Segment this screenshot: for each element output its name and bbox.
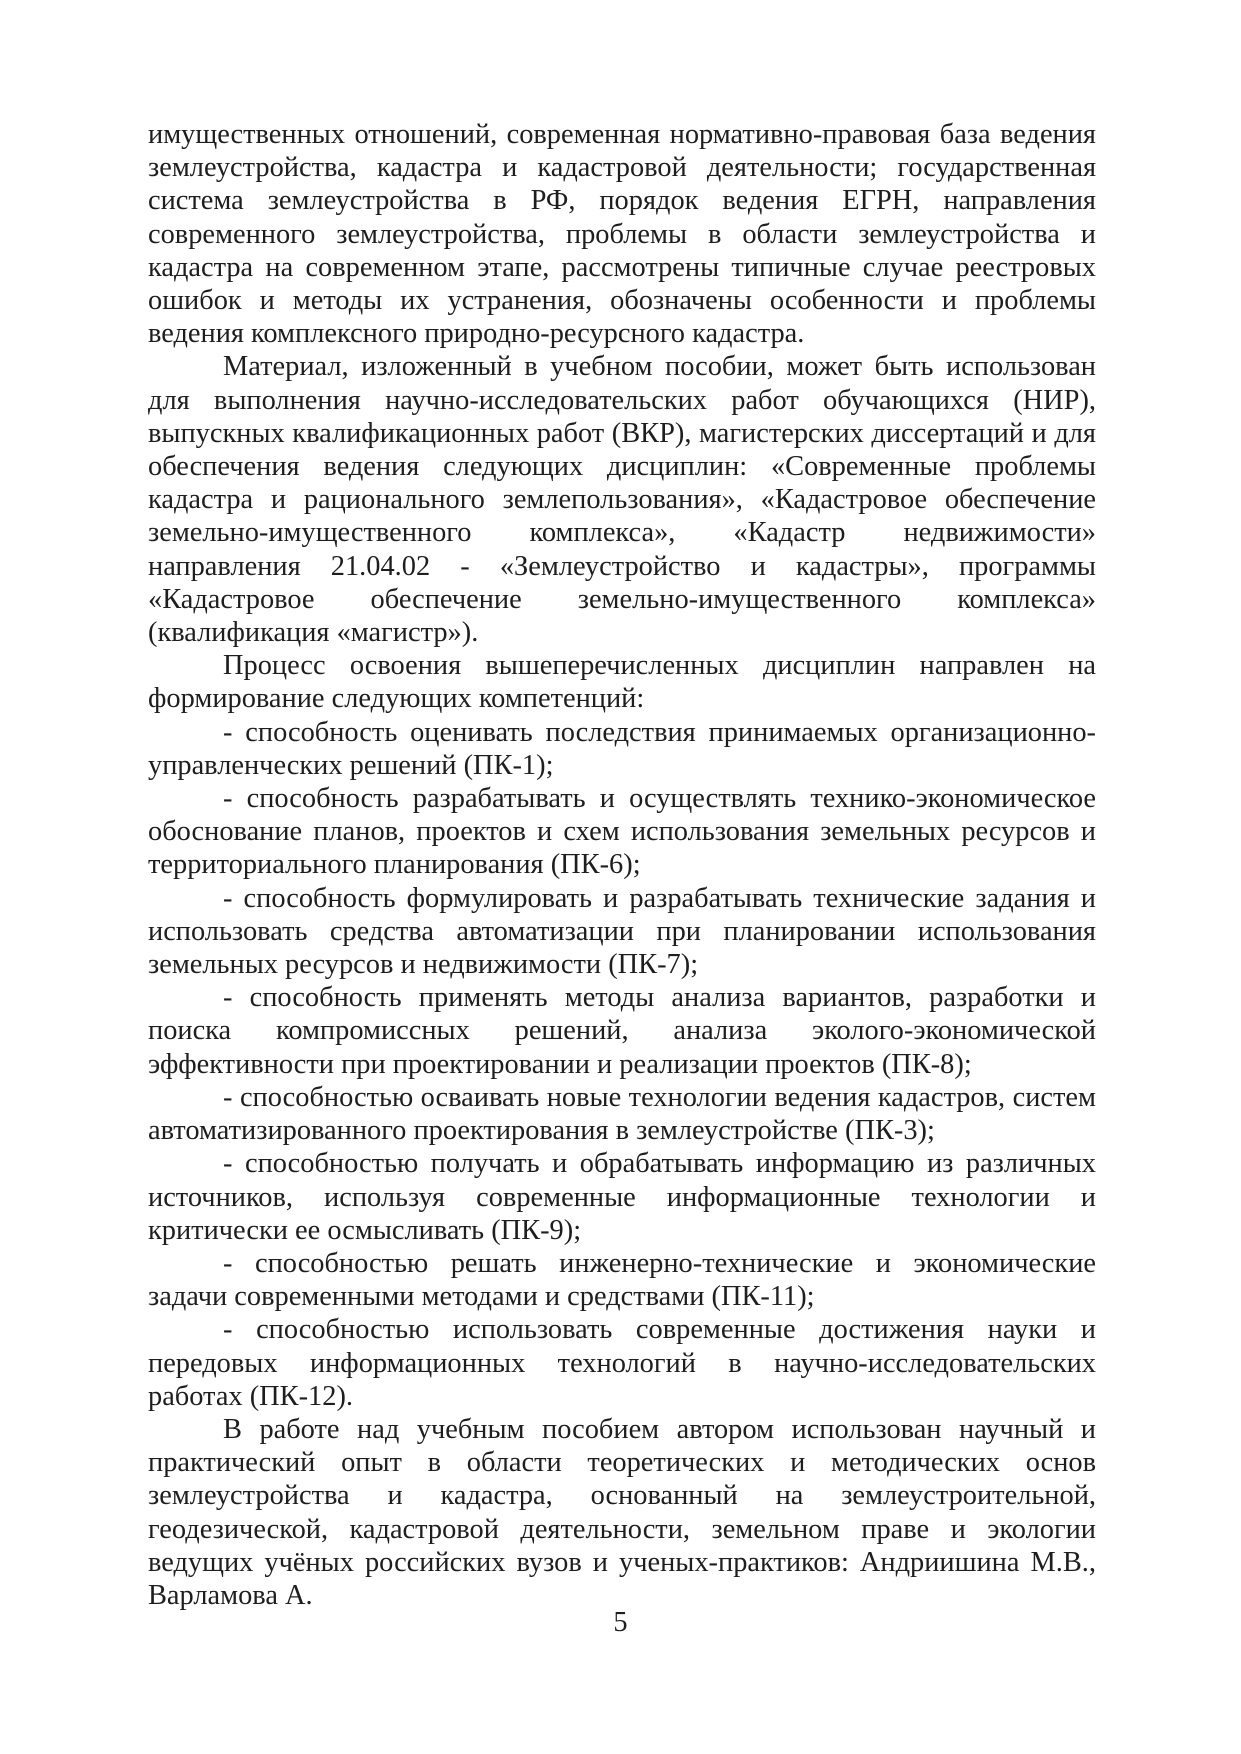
paragraph-author-experience: В работе над учебным пособием автором использован научный и практический опыт в области теоретических и методических основ землеустройства и кадастра, основанный на землеустроительной, геодезической, кадастровой деятельности, земельном праве и экологии ведущих учёных российских вузов и ученых-практиков: Андриишина М.В., Варламова А. bbox=[148, 1413, 1096, 1611]
competency-item-pk7: - способность формулировать и разрабатывать технические задания и использовать средства автоматизации при планировании использования земельных ресурсов и недвижимости (ПК-7); bbox=[148, 882, 1096, 981]
page-number: 5 bbox=[613, 1607, 628, 1638]
paragraph-competencies-intro: Процесс освоения вышеперечисленных дисциплин направлен на формирование следующих компетенций: bbox=[148, 650, 1096, 715]
competency-item-pk12: - способностью использовать современные достижения науки и передовых информационных технологий в научно-исследовательских работах (ПК-12). bbox=[148, 1314, 1096, 1412]
competency-item-pk8: - способность применять методы анализа вариантов, разработки и поиска компромиссных решений, анализа эколого-экономической эффективности при проектировании и реализации проектов (ПК-8); bbox=[148, 982, 1096, 1080]
paragraph-intro-continuation: имущественных отношений, современная нормативно-правовая база ведения землеустройства, кадастра и кадастровой деятельности; государственная система землеустройства в РФ, порядок ведения ЕГРН, направления современного землеустройства, проблемы в области землеустройства и кадастра на современном этапе, рассмотрены типичные случае реестровых ошибок и методы их устранения, обозначены особенности и проблемы ведения комплексного природно-ресурсного кадастра. bbox=[148, 119, 1096, 350]
competency-item-pk3: - способностью осваивать новые технологии ведения кадастров, систем автоматизированного проектирования в землеустройстве (ПК-3); bbox=[148, 1081, 1096, 1147]
competency-item-pk6: - способность разрабатывать и осуществлять технико-экономическое обоснование планов, проектов и схем использования земельных ресурсов и территориального планирования (ПК-6); bbox=[148, 783, 1096, 881]
body-text bbox=[148, 118, 1096, 1612]
competency-item-pk9: - способностью получать и обрабатывать информацию из различных источников, используя современные информационные технологии и критически ее осмысливать (ПК-9); bbox=[148, 1148, 1096, 1246]
competency-item-pk11: - способностью решать инженерно-технические и экономические задачи современными методами и средствами (ПК-11); bbox=[148, 1247, 1096, 1313]
paragraph-material-usage: Материал, изложенный в учебном пособии, может быть использован для выполнения научно-исследовательских работ обучающихся (НИР), выпускных квалификационных работ (ВКР), магистерских диссертаций и для обеспечения ведения следующих дисциплин: «Современные проблемы кадастра и рационального землепользования», «Кадастровое обеспечение земельно-имущественного комплекса», «Кадастр недвижимости» направления 21.04.02 - «Землеустройство и кадастры», программы «Кадастровое обеспечение земельно-имущественного комплекса» (квалификация «магистр»). bbox=[148, 351, 1096, 649]
competency-item-pk1: - способность оценивать последствия принимаемых организационно-управленческих решений (ПК-1); bbox=[148, 716, 1096, 781]
